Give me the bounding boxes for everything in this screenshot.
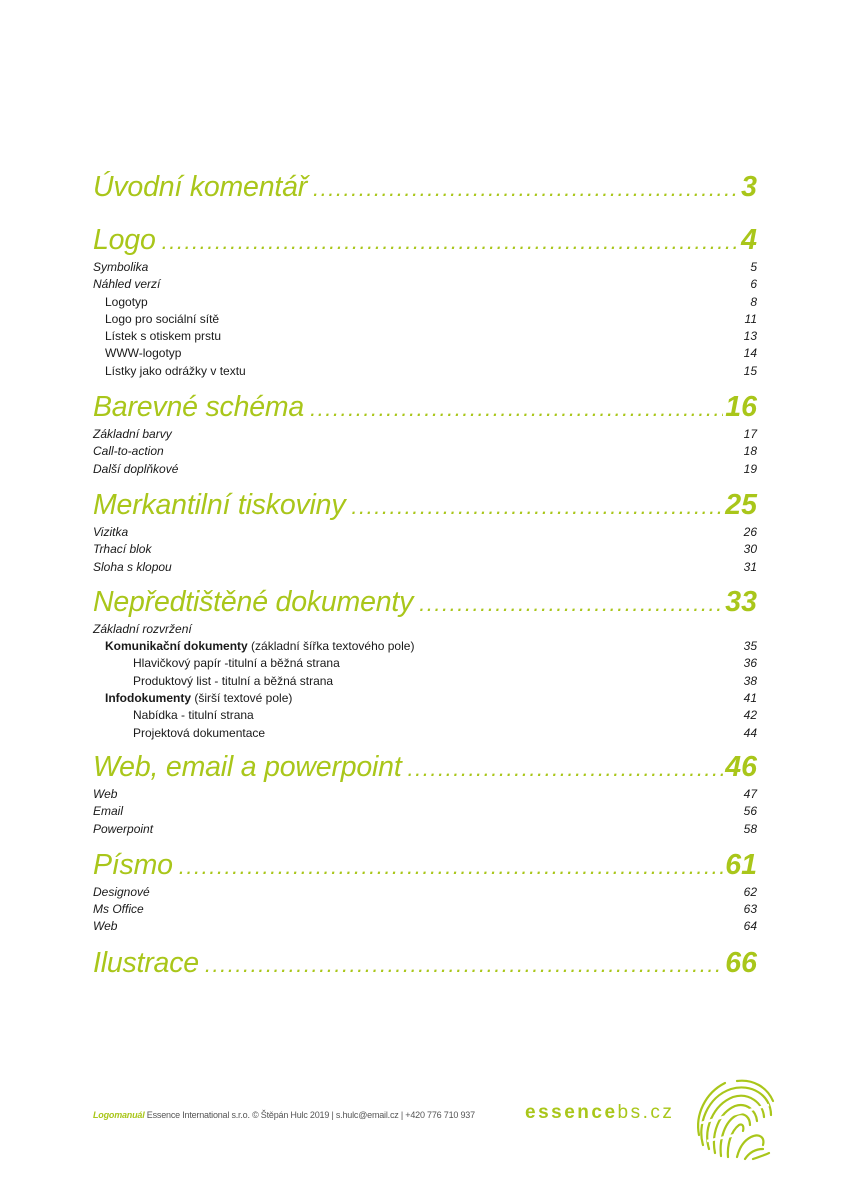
section-title: Nepředtištěné dokumenty: [93, 585, 414, 618]
entry-page-number: 18: [743, 444, 757, 459]
toc-entry[interactable]: [93, 461, 757, 478]
toc-section: [93, 946, 757, 982]
toc-section: [93, 585, 757, 742]
section-page-number: 46: [725, 750, 757, 783]
entry-page-number: 26: [743, 524, 757, 539]
entry-label-bold: Komunikační dokumenty: [105, 639, 248, 654]
section-title: Písmo: [93, 848, 173, 881]
entry-label-bold: Infodokumenty: [105, 691, 191, 706]
entry-page-number: 64: [743, 919, 757, 934]
entry-page-number: 13: [743, 329, 757, 344]
toc-section-heading[interactable]: [93, 946, 757, 982]
toc-entry[interactable]: [93, 690, 757, 707]
entry-label: Logotyp: [105, 294, 148, 309]
entry-label: Symbolika: [93, 260, 149, 274]
section-page-number: 4: [741, 224, 757, 256]
dot-leader: [351, 490, 723, 524]
toc-section-heading[interactable]: [93, 488, 757, 524]
entry-label: Vizitka: [93, 524, 129, 539]
toc-entry[interactable]: [93, 707, 757, 724]
toc-entry[interactable]: [93, 673, 757, 690]
toc-section-heading[interactable]: [93, 848, 757, 884]
dot-leader: [408, 752, 724, 786]
section-page-number: 16: [725, 391, 757, 424]
dot-leader: [205, 948, 723, 982]
entry-label: Lístky jako odrážky v textu: [105, 363, 246, 378]
entry-page-number: 58: [743, 821, 757, 836]
section-page-number: 61: [725, 848, 757, 881]
section-title: Merkantilní tiskoviny: [93, 488, 346, 521]
entry-page-number: 14: [743, 346, 757, 361]
entry-page-number: 15: [743, 363, 757, 378]
entry-page-number: 5: [750, 260, 757, 274]
footer-brand: Logomanuál: [93, 1110, 145, 1120]
entry-label: Produktový list - titulní a běžná strana: [133, 673, 334, 688]
toc-entry[interactable]: [93, 821, 757, 838]
section-title: Úvodní komentář: [93, 171, 308, 203]
toc-entry[interactable]: [93, 918, 757, 935]
toc-entry[interactable]: [93, 345, 757, 362]
entry-page-number: 44: [743, 725, 757, 740]
toc-entry[interactable]: [93, 294, 757, 311]
toc-section-heading[interactable]: [93, 170, 757, 206]
entry-label: Základní barvy: [93, 427, 172, 442]
footer-text: [93, 1110, 475, 1120]
entry-label: Základní rozvržení: [93, 621, 192, 636]
section-title: Ilustrace: [93, 946, 199, 979]
entry-label: Nabídka - titulní strana: [133, 708, 254, 723]
toc-section-heading[interactable]: [93, 585, 757, 621]
entry-page-number: 36: [743, 656, 757, 671]
toc-entry[interactable]: [93, 901, 757, 918]
entry-label: Web: [93, 786, 118, 801]
toc-section: [93, 848, 757, 936]
entry-label: Další doplňkové: [93, 461, 179, 476]
dot-leader: [179, 850, 724, 884]
entry-label: Sloha s klopou: [93, 559, 172, 574]
dot-leader: [419, 587, 723, 621]
toc-entry[interactable]: [93, 259, 757, 276]
entry-page-number: 19: [743, 461, 757, 476]
entry-label: [93, 638, 414, 655]
toc-entry[interactable]: [93, 363, 757, 380]
entry-page-number: 42: [743, 708, 757, 723]
entry-label: Logo pro sociální sítě: [105, 311, 220, 326]
toc-entry[interactable]: [93, 725, 757, 742]
entry-label: [93, 690, 292, 707]
toc-section-heading[interactable]: [93, 750, 757, 786]
dot-leader: [313, 172, 739, 206]
entry-label: Náhled verzí: [93, 277, 161, 292]
toc-section: [93, 170, 757, 206]
section-page-number: 33: [725, 585, 757, 618]
toc-entry[interactable]: [93, 443, 757, 460]
footer-logo-strong: essence: [525, 1102, 618, 1123]
toc-section: [93, 750, 757, 838]
entry-label: Web: [93, 919, 118, 934]
toc-entry[interactable]: [93, 803, 757, 820]
entry-label: Designové: [93, 884, 150, 899]
toc-entry[interactable]: [93, 328, 757, 345]
section-title: Logo: [93, 224, 156, 256]
toc-entry[interactable]: [93, 426, 757, 443]
toc-section-heading[interactable]: [93, 390, 757, 426]
section-page-number: 66: [725, 946, 757, 979]
dot-leader: [162, 225, 740, 259]
entry-label: Email: [93, 804, 124, 819]
entry-page-number: 11: [744, 311, 757, 326]
entry-label: Projektová dokumentace: [133, 725, 266, 740]
entry-label: Call-to-action: [93, 444, 164, 459]
entry-page-number: 31: [743, 559, 757, 574]
toc-entry[interactable]: [93, 638, 757, 655]
entry-page-number: 8: [750, 294, 757, 309]
entry-page-number: 41: [743, 691, 757, 706]
entry-page-number: 63: [743, 902, 757, 917]
toc-entry[interactable]: [93, 559, 757, 576]
toc-section: [93, 390, 757, 478]
entry-page-number: 38: [743, 673, 757, 688]
toc-section-heading[interactable]: [93, 223, 757, 259]
toc-entry[interactable]: [93, 541, 757, 558]
section-page-number: 3: [741, 171, 757, 203]
dot-leader: [310, 392, 723, 426]
footer-logo: [525, 1102, 674, 1124]
entry-page-number: 47: [743, 786, 757, 801]
entry-page-number: 35: [743, 639, 757, 654]
toc-entry[interactable]: [93, 655, 757, 672]
entry-page-number: 6: [750, 277, 757, 292]
entry-page-number: 17: [743, 427, 757, 442]
table-of-contents: [93, 170, 757, 982]
toc-entry[interactable]: [93, 884, 757, 901]
toc-entry[interactable]: [93, 786, 757, 803]
fingerprint-icon: [693, 1075, 777, 1163]
toc-entry[interactable]: [93, 311, 757, 328]
section-page-number: 25: [725, 488, 757, 521]
section-title: Barevné schéma: [93, 391, 305, 424]
entry-label: Ms Office: [93, 902, 144, 917]
entry-label-note: (základní šířka textového pole): [247, 639, 415, 654]
toc-section: [93, 488, 757, 576]
footer-info: Essence International s.r.o. © Štěpán Hulc 2019 | s.hulc@email.cz | +420 776 710 937: [144, 1110, 475, 1120]
entry-label-note: (širší textové pole): [191, 691, 293, 706]
entry-label: WWW-logotyp: [105, 346, 182, 361]
toc-entry[interactable]: [93, 524, 757, 541]
entry-label: Trhací blok: [93, 542, 152, 557]
entry-label: Powerpoint: [93, 821, 154, 836]
entry-page-number: 56: [743, 804, 757, 819]
toc-entry[interactable]: [93, 621, 757, 638]
toc-entry[interactable]: [93, 276, 757, 293]
entry-page-number: 30: [743, 542, 757, 557]
entry-label: Hlavičkový papír -titulní a běžná strana: [133, 656, 340, 671]
entry-label: Lístek s otiskem prstu: [105, 329, 222, 344]
entry-page-number: 62: [743, 884, 757, 899]
footer-logo-light: bs.cz: [617, 1102, 675, 1123]
section-title: Web, email a powerpoint: [93, 750, 402, 783]
toc-section: [93, 223, 757, 380]
